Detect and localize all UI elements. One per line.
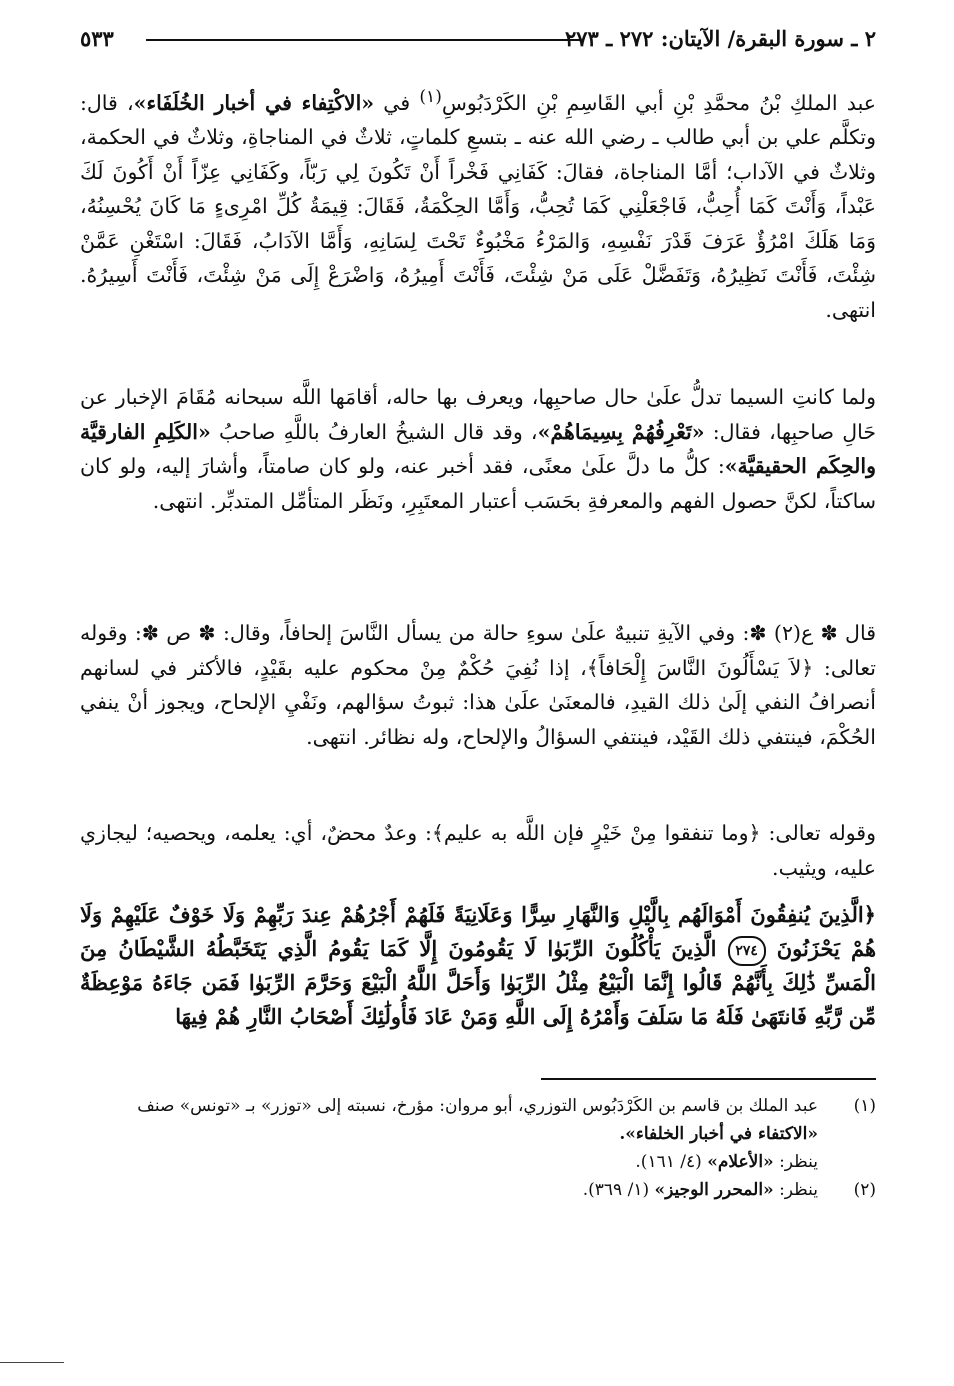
- running-header: [80, 24, 876, 54]
- book-title: «الاكتفاء في أخبار الخلفاء».: [619, 1124, 818, 1144]
- text-run: في: [374, 90, 420, 115]
- book-title: «الاكْتِفاء في أخبار الخُلَفَاء»: [133, 90, 375, 115]
- footnote-number: (٢): [853, 1180, 876, 1200]
- paragraph-tunfiqu: وقوله تعالى: ﴿وما تنفقوا مِنْ خَيْرٍ فإن اللَّه به عليم﴾: وعدٌ محضٌ، أي: يعلمه، ويحصيه؛ ليجازي عليه، ويثيب.: [80, 821, 876, 880]
- paragraph-ilhaf: قال ✽ ع(٢) ✽: وفي الآيةِ تنبيهٌ علَىٰ سوءِ حالة من يسأل النَّاسَ إلحافاً، وقال: ✽ ص ✽: وقوله تعالى: ﴿لاَ يَسْأَلُونَ النَّاسَ إِلْحَافاً﴾، إذا نُفِيَ حُكْمٌ مِنْ محكوم عليه بقَيْدٍ، فالأكثر في لسانهم أنصرافُ النفي إلَىٰ ذلك القيدِ، فالمعنَىٰ علَىٰ هذا: ثبوتُ سؤالهم، ونَفْيِ الإلحاح، ويجوز أنْ ينفي الحُكْمَ، فينتفي ذلك القَيْد، فينتفي السؤالُ والإلحاح، وله نظائر. انتهى.: [80, 621, 876, 749]
- quran-verse-block: [80, 898, 876, 1034]
- quran-quote: «تَعْرِفُهُمْ بِسِيمَاهُمْ»: [537, 419, 705, 444]
- footnotes: [80, 1092, 876, 1204]
- footnote-separator: [541, 1078, 876, 1080]
- text-run: (٤/ ١٦١).: [635, 1152, 708, 1172]
- ayah-number-marker: ٢٧٤: [728, 936, 766, 966]
- text-run: عبد الملكِ بْنُ محمَّدِ بْنِ أبي القَاسِمِ بْنِ الكَرْدَبُوسِ: [441, 90, 876, 115]
- footnote-ref-1: (١): [419, 87, 442, 107]
- text-run: ، وقد قال الشيخُ العارفُ باللَّهِ صاحبُ: [210, 419, 538, 444]
- book-title: «الأعلام»: [707, 1152, 774, 1172]
- text-run: ينظر:: [773, 1152, 818, 1172]
- text-run: ينظر:: [773, 1180, 818, 1200]
- text-run: عبد الملك بن قاسم بن الكَرْدَبُوس التوزري، أبو مروان: مؤرخ، نسبته إلى «توزر» بـ «تونس» صنف: [137, 1096, 818, 1116]
- paragraph-sima: [80, 380, 876, 518]
- scan-edge-line: [0, 1362, 64, 1363]
- verse-text: الَّذِينَ يَأْكُلُونَ الرِّبَوٰا لَا يَقُومُونَ إِلَّا كَمَا يَقُومُ الَّذِي يَتَخَبَّطُهُ الشَّيْطَانُ مِنَ الْمَسِّ ذَٰلِكَ بِأَنَّهُمْ قَالُوا إِنَّمَا الْبَيْعُ مِثْلُ الرِّبَوٰا وَأَحَلَّ اللَّهُ الْبَيْعَ وَحَرَّمَ الرِّبَوٰا فَمَن جَاءَهُ مَوْعِظَةٌ مِّن رَّبِّهِ فَانتَهَىٰ فَلَهُ مَا سَلَفَ وَأَمْرُهُ إِلَى اللَّهِ وَمَنْ عَادَ فَأُولَٰئِكَ أَصْحَابُ النَّارِ هُمْ فِيهَا: [80, 936, 876, 1029]
- text-run: ولما كانتِ السيما تدلُّ علَىٰ حال صاحبِها، ويعرف بها حاله، أقامَها اللَّه سبحانه مُقَامَ الإخبار عن حَالِ صاحبِها، فقال:: [80, 385, 877, 444]
- footnote-1: [80, 1092, 876, 1176]
- footnote-reference: [80, 1148, 818, 1176]
- footnote-reference: [80, 1176, 818, 1204]
- text-run: ، قال: وتكلَّم علي بن أبي طالب ـ رضي الله عنه ـ بتسعِ كلماتٍ، ثلاثٌ في المناجاةِ، وثلاثٌ في الحكمة، وثلاثٌ في الآداب؛ أمَّا المناجاة، فقالَ: كَفَانِي فَخْراً أَنْ تَكُونَ لِي رَبّاً، وكَفَانِي عِزّاً أَنْ أَكُونَ لَكَ عَبْداً، وَأَنْتَ كَمَا أُحِبُّ، فَاجْعَلْنِي كَمَا تُحِبُّ، وَأَمَّا الحِكْمَةُ، فَقَالَ: قِيمَةُ كُلِّ امْرِىءٍ مَا كَانَ يُحْسِنُهُ، وَمَا هَلَكَ امْرُؤٌ عَرَفَ قَدْرَ نَفْسِهِ، وَالمَرْءُ مَخْبُوءٌ تَحْتَ لِسَانِهِ، وَأَمَّا الآدَابُ، فَقَالَ: اسْتَغْنِ عَمَّنْ شِئْتَ، فَأَنْتَ نَظِيرُهُ، وَتَفَضَّلْ عَلَى مَنْ شِئْتَ، فَأَنْتَ أَمِيرُهُ، وَاضْرَعْ إِلَى مَنْ شِئْتَ، فَأَنْتَ أَسِيرُهُ. انتهى.: [80, 90, 876, 322]
- book-title: «الكَلِمِ الفارقيَّة والحِكَم الحقيقيَّة»: [80, 419, 876, 478]
- header-rule: [146, 39, 580, 41]
- footnote-number: (١): [853, 1096, 876, 1116]
- text-run: (١/ ٣٦٩).: [582, 1180, 655, 1200]
- page-number: ٥٣٣: [80, 26, 114, 51]
- text-run: : كلُّ ما دلَّ علَىٰ معنًى، فقد أخبر عنه، ولو كان صامتاً، وأشارَ إليه، ولو كان ساكتاً، لكنَّ حصول الفهم والمعرفةِ بحَسَب أعتبار المعتَبِرِ، ونَظَر المتأمِّل المتدبِّر. انتهى.: [80, 454, 876, 513]
- verse-text: ﴿الَّذِينَ يُنفِقُونَ أَمْوَالَهُم بِالَّيْلِ وَالنَّهَارِ سِرًّا وَعَلَانِيَةً فَلَهُمْ أَجْرُهُمْ عِندَ رَبِّهِمْ وَلَا خَوْفٌ عَلَيْهِمْ وَلَا هُمْ يَحْزَنُونَ: [80, 902, 877, 961]
- paragraph-ali-sayings: [80, 80, 876, 327]
- book-title: «المحرر الوجيز»: [654, 1180, 774, 1200]
- footnote-text: [80, 1092, 818, 1148]
- footnote-2: [80, 1176, 876, 1204]
- header-title: ٢ ـ سورة البقرة/ الآيتان: ٢٧٢ ـ ٢٧٣: [564, 26, 876, 51]
